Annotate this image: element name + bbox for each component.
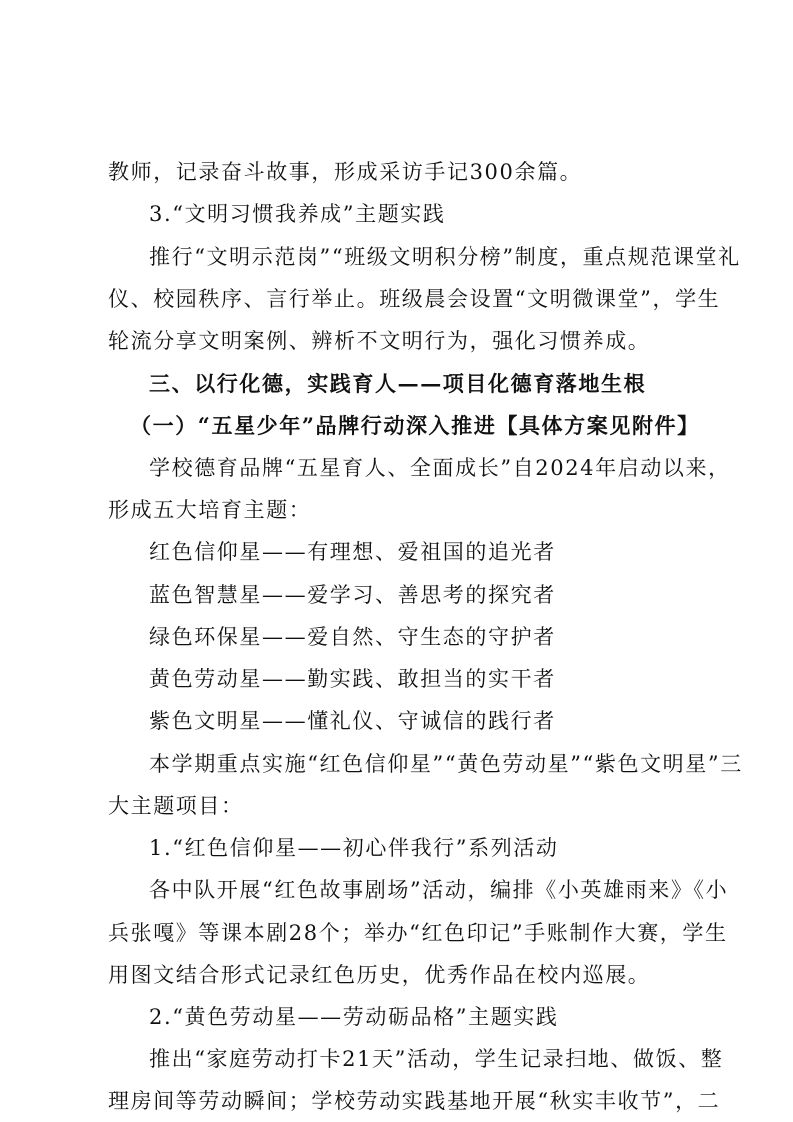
- theme-item: 黄色劳动星——勤实践、敢担当的实干者: [149, 667, 556, 691]
- body-text-line: 用图文结合形式记录红色历史，优秀作品在校内巡展。: [108, 963, 651, 987]
- subsection-heading: 3.“文明习惯我养成”主题实践: [149, 202, 446, 226]
- body-text-line: 学校德育品牌“五星育人、全面成长”自2024年启动以来，: [149, 456, 731, 480]
- theme-item: 红色信仰星——有理想、爱祖国的追光者: [149, 540, 556, 564]
- body-text-line: 本学期重点实施“红色信仰星”“黄色劳动星”“紫色文明星”三: [149, 752, 743, 776]
- body-text-line: 各中队开展“红色故事剧场”活动，编排《小英雄雨来》《小: [149, 878, 729, 902]
- body-text-line: 轮流分享文明案例、辨析不文明行为，强化习惯养成。: [108, 329, 651, 353]
- body-text-line: 教师，记录奋斗故事，形成采访手记300余篇。: [108, 160, 583, 184]
- body-text-line: 理房间等劳动瞬间；学校劳动实践基地开展“秋实丰收节”，二: [108, 1089, 721, 1113]
- body-text-line: 推行“文明示范岗”“班级文明积分榜”制度，重点规范课堂礼: [149, 245, 741, 269]
- body-text-line: 仪、校园秩序、言行举止。班级晨会设置“文明微课堂”，学生: [108, 287, 721, 311]
- subsection-heading: （一）“五星少年”品牌行动深入推进【具体方案见附件】: [130, 413, 700, 438]
- theme-item: 蓝色智慧星——爱学习、善思考的探究者: [149, 583, 556, 607]
- body-text-line: 形成五大培育主题：: [108, 498, 312, 522]
- body-text-line: 推出“家庭劳动打卡21天”活动，学生记录扫地、做饭、整: [149, 1047, 724, 1071]
- body-text-line: 大主题项目：: [108, 794, 244, 818]
- body-text-line: 兵张嘎》等课本剧28个；举办“红色印记”手账制作大赛，学生: [108, 921, 728, 945]
- subsection-heading: 1.“红色信仰星——初心伴我行”系列活动: [149, 836, 559, 860]
- subsection-heading: 2.“黄色劳动星——劳动砺品格”主题实践: [149, 1005, 559, 1029]
- theme-item: 紫色文明星——懂礼仪、守诚信的践行者: [149, 709, 556, 733]
- section-heading: 三、以行化德，实践育人——项目化德育落地生根: [149, 371, 647, 396]
- theme-item: 绿色环保星——爱自然、守生态的守护者: [149, 625, 556, 649]
